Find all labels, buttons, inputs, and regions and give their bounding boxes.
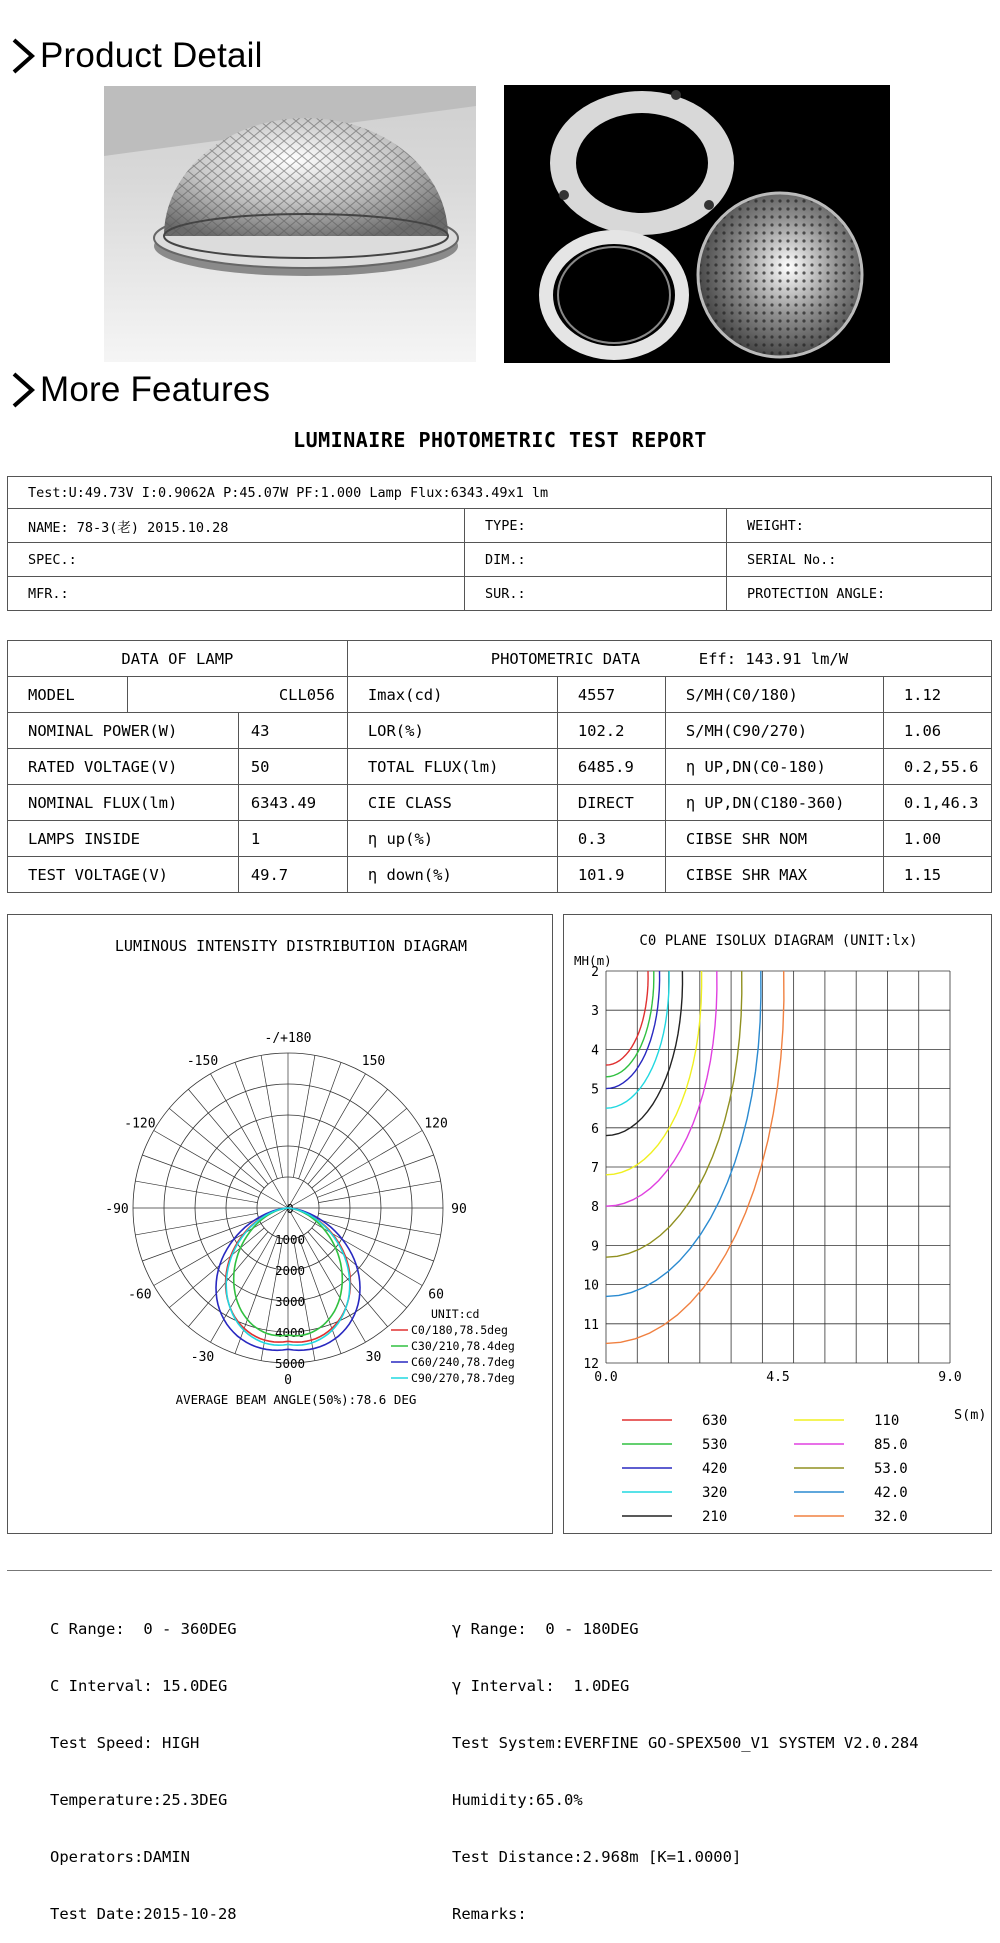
photo-label: CIE CLASS	[347, 785, 557, 821]
photo-label: CIBSE SHR NOM	[665, 821, 883, 857]
polar-radial-tick: 2000	[274, 1263, 306, 1278]
serial-field: SERIAL No.:	[727, 543, 992, 577]
isolux-x-tick: 4.5	[766, 1370, 790, 1385]
polar-legend-label: C0/180,78.5deg	[411, 1323, 508, 1337]
isolux-x-tick: 9.0	[938, 1370, 962, 1385]
isolux-contour	[606, 971, 654, 1077]
photo-value: 0.3	[557, 821, 665, 857]
humidity: Humidity:65.0%	[452, 1791, 583, 1809]
polar-radial-tick: 5000	[274, 1356, 306, 1371]
polar-angle-label: 30	[365, 1350, 382, 1366]
isolux-panel	[563, 914, 992, 1534]
more-features-title: More Features	[40, 370, 271, 409]
polar-spoke	[317, 1155, 434, 1197]
photo-label: Imax(cd)	[347, 677, 557, 713]
temperature: Temperature:25.3DEG	[50, 1791, 228, 1809]
gamma-interval: γ Interval: 1.0DEG	[452, 1677, 630, 1695]
dome-lens-photo	[104, 86, 476, 362]
polar-radial-tick: 0	[286, 1201, 294, 1216]
polar-radial-tick: 3000	[274, 1294, 306, 1309]
photo-label: LOR(%)	[347, 713, 557, 749]
polar-spoke	[293, 1055, 315, 1177]
isolux-contour	[606, 971, 660, 1089]
photo-label: η down(%)	[347, 857, 557, 893]
polar-spoke	[135, 1213, 257, 1235]
polar-spoke	[308, 1089, 388, 1184]
isolux-legend-label: 53.0	[874, 1461, 908, 1477]
beam-angle-label: AVERAGE BEAM ANGLE(50%):78.6 DEG	[175, 1392, 417, 1407]
polar-angle-label: 120	[424, 1116, 448, 1132]
photo-label: η up(%)	[347, 821, 557, 857]
polar-angle-label: 150	[361, 1053, 386, 1069]
test-conditions: Test:U:49.73V I:0.9062A P:45.07W PF:1.000 Lamp Flux:6343.49x1 lm	[8, 477, 992, 509]
isolux-legend-label: 110	[874, 1413, 900, 1429]
polar-radial-tick: 4000	[274, 1325, 306, 1340]
polar-angle-label: 90	[451, 1202, 467, 1217]
footer-divider	[7, 1570, 992, 1571]
photo-value: 1.06	[883, 713, 991, 749]
c-interval: C Interval: 15.0DEG	[50, 1677, 228, 1695]
photometric-data-label: PHOTOMETRIC DATA	[490, 649, 641, 668]
isolux-legend-label: 32.0	[874, 1509, 908, 1525]
isolux-legend-label: 320	[702, 1485, 728, 1501]
isolux-y-tick: 11	[583, 1317, 599, 1333]
polar-chart	[8, 915, 554, 1535]
chevron-right-icon	[10, 370, 38, 410]
polar-unit-label: UNIT:cd	[431, 1307, 480, 1321]
lamp-label: RATED VOLTAGE(V)	[8, 749, 239, 785]
test-distance: Test Distance:2.968m [K=1.0000]	[452, 1848, 742, 1866]
product-detail-title: Product Detail	[40, 36, 263, 75]
lens-parts-photo	[504, 85, 890, 363]
polar-radial-tick: 1000	[274, 1232, 306, 1247]
spec-field: SPEC.:	[8, 543, 465, 577]
isolux-y-tick: 7	[591, 1161, 599, 1176]
isolux-y-tick: 8	[591, 1200, 599, 1216]
lamp-value: 49.7	[238, 857, 347, 893]
isolux-y-tick: 6	[591, 1121, 599, 1137]
lamp-value: 1	[238, 821, 347, 857]
test-date: Test Date:2015-10-28	[50, 1905, 237, 1923]
isolux-legend-label: 42.0	[874, 1485, 908, 1501]
polar-spoke	[169, 1108, 264, 1188]
photo-value: 102.2	[557, 713, 665, 749]
photo-label: S/MH(C0/180)	[665, 677, 883, 713]
polar-angle-label: 0	[284, 1373, 292, 1388]
isolux-legend-label: 630	[702, 1413, 728, 1429]
polar-spoke	[235, 1062, 277, 1179]
photo-value: 1.15	[883, 857, 991, 893]
isolux-y-axis-label: MH(m)	[574, 953, 612, 968]
photo-value: DIRECT	[557, 785, 665, 821]
isolux-y-tick: 12	[583, 1357, 599, 1372]
polar-angle-label: -/+180	[264, 1031, 312, 1046]
lamp-value: 43	[238, 713, 347, 749]
isolux-contour	[606, 971, 761, 1296]
polar-spoke	[319, 1181, 441, 1203]
photo-value: 101.9	[557, 857, 665, 893]
polar-angle-label: -90	[105, 1202, 129, 1217]
polar-angle-label: 60	[428, 1287, 444, 1303]
lamp-name: NAME: 78-3(老) 2015.10.28	[8, 509, 465, 543]
isolux-contour	[606, 971, 742, 1257]
photo-value: 1.12	[883, 677, 991, 713]
gamma-range: γ Range: 0 - 180DEG	[452, 1620, 639, 1638]
isolux-x-axis-label: S(m)	[954, 1407, 987, 1423]
photo-value: 1.00	[883, 821, 991, 857]
chevron-right-icon	[10, 36, 38, 76]
photo-label: η UP,DN(C180-360)	[665, 785, 883, 821]
isolux-contour	[606, 971, 683, 1136]
photo-label: S/MH(C90/270)	[665, 713, 883, 749]
product-detail-heading	[10, 34, 263, 78]
polar-spoke	[261, 1055, 283, 1177]
mfr-field: MFR.:	[8, 577, 465, 611]
polar-spoke	[319, 1213, 441, 1235]
polar-spoke	[142, 1219, 259, 1261]
type-field: TYPE:	[465, 509, 727, 543]
polar-spoke	[135, 1181, 257, 1203]
footer-right-info	[452, 1582, 1000, 1943]
polar-legend-label: C60/240,78.7deg	[411, 1355, 515, 1369]
isolux-y-tick: 2	[591, 965, 599, 980]
isolux-y-tick: 4	[591, 1043, 599, 1059]
lamp-label: TEST VOLTAGE(V)	[8, 857, 239, 893]
isolux-legend-label: 210	[702, 1509, 728, 1525]
photo-value: 0.1,46.3	[883, 785, 991, 821]
photometric-data-title	[347, 641, 991, 677]
footer-left-info	[50, 1582, 237, 1943]
lamp-value: 50	[238, 749, 347, 785]
polar-chart-title: LUMINOUS INTENSITY DISTRIBUTION DIAGRAM	[114, 937, 468, 955]
efficacy: Eff: 143.91 lm/W	[698, 649, 849, 668]
polar-spoke	[188, 1089, 268, 1184]
report-title: LUMINAIRE PHOTOMETRIC TEST REPORT	[293, 428, 707, 452]
photo-label: η UP,DN(C0-180)	[665, 749, 883, 785]
photometric-data-table	[7, 640, 992, 893]
polar-angle-label: -120	[124, 1116, 156, 1132]
test-system: Test System:EVERFINE GO-SPEX500_V1 SYSTEM V2.0.284	[452, 1734, 919, 1752]
photo-label: TOTAL FLUX(lm)	[347, 749, 557, 785]
photo-value: 0.2,55.6	[883, 749, 991, 785]
polar-angle-label: -150	[186, 1053, 219, 1069]
polar-angle-label: -60	[128, 1287, 152, 1303]
dim-field: DIM.:	[465, 543, 727, 577]
test-speed: Test Speed: HIGH	[50, 1734, 200, 1752]
isolux-y-tick: 3	[591, 1004, 599, 1020]
isolux-y-tick: 9	[591, 1239, 599, 1255]
isolux-contour	[606, 971, 648, 1065]
remarks: Remarks:	[452, 1905, 527, 1923]
polar-spoke	[317, 1219, 434, 1261]
intensity-distribution-panel	[7, 914, 553, 1534]
photo-value: 6485.9	[557, 749, 665, 785]
lamp-label: NOMINAL FLUX(lm)	[8, 785, 239, 821]
isolux-legend-label: 420	[702, 1461, 728, 1477]
data-of-lamp-title: DATA OF LAMP	[8, 641, 348, 677]
polar-spoke	[312, 1108, 407, 1188]
isolux-chart	[564, 915, 993, 1535]
isolux-legend-label: 85.0	[874, 1437, 908, 1453]
model-value: CLL056	[128, 677, 348, 713]
photo-value: 4557	[557, 677, 665, 713]
isolux-chart-title: C0 PLANE ISOLUX DIAGRAM (UNIT:lx)	[639, 933, 918, 949]
more-features-heading	[10, 368, 270, 412]
isolux-contour	[606, 971, 784, 1343]
report-header-table	[7, 476, 992, 611]
lamp-value: 6343.49	[238, 785, 347, 821]
protection-angle-field: PROTECTION ANGLE:	[727, 577, 992, 611]
isolux-y-tick: 10	[583, 1278, 599, 1294]
polar-legend-label: C30/210,78.4deg	[411, 1339, 515, 1353]
polar-spoke	[142, 1155, 259, 1197]
lamp-label: NOMINAL POWER(W)	[8, 713, 239, 749]
isolux-x-tick: 0.0	[594, 1370, 618, 1385]
operators: Operators:DAMIN	[50, 1848, 190, 1866]
polar-angle-label: -30	[190, 1350, 215, 1366]
photo-label: CIBSE SHR MAX	[665, 857, 883, 893]
polar-legend-label: C90/270,78.7deg	[411, 1371, 515, 1385]
weight-field: WEIGHT:	[727, 509, 992, 543]
sur-field: SUR.:	[465, 577, 727, 611]
isolux-legend-label: 530	[702, 1437, 728, 1453]
lamp-label: LAMPS INSIDE	[8, 821, 239, 857]
c-range: C Range: 0 - 360DEG	[50, 1620, 237, 1638]
isolux-y-tick: 5	[591, 1082, 599, 1098]
model-label: MODEL	[8, 677, 128, 713]
polar-spoke	[299, 1062, 341, 1179]
